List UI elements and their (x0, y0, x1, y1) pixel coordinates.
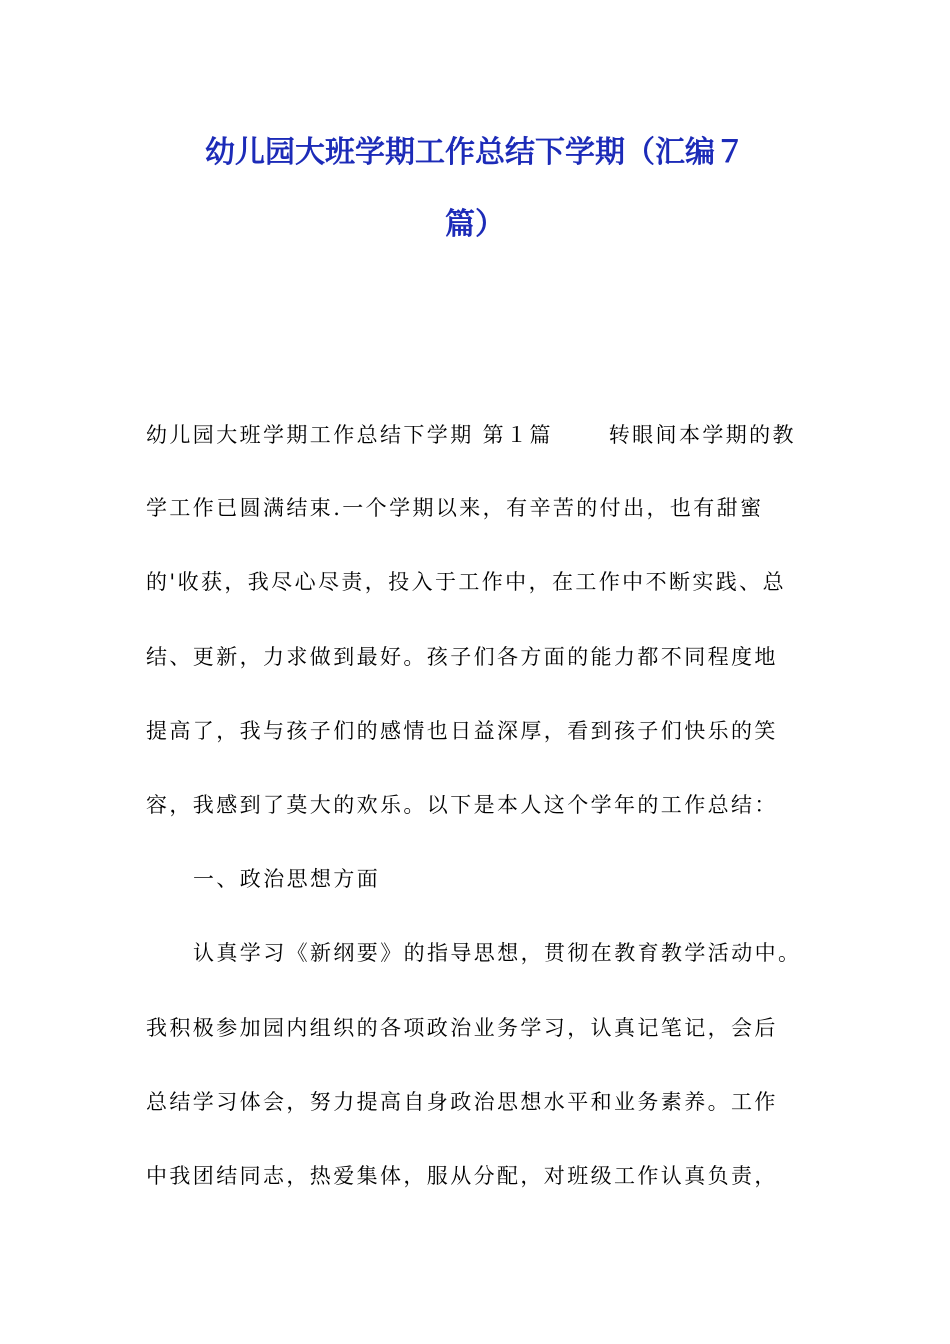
section-heading: 一、政治思想方面 (193, 867, 381, 891)
body-text-line: 认真学习《新纲要》的指导思想，贯彻在教育教学活动中。 (193, 941, 802, 965)
document-title-line-2: 篇） (445, 207, 505, 242)
body-text-line: 容，我感到了莫大的欢乐。以下是本人这个学年的工作总结： (146, 793, 778, 817)
body-text-line: 我积极参加园内组织的各项政治业务学习，认真记笔记，会后 (146, 1016, 778, 1040)
body-text-line: 中我团结同志，热爱集体，服从分配，对班级工作认真负责， (146, 1164, 778, 1188)
body-text-line: 的'收获，我尽心尽责，投入于工作中，在工作中不断实践、总 (146, 570, 786, 594)
body-text-line: 提高了，我与孩子们的感情也日益深厚，看到孩子们快乐的笑 (146, 719, 778, 743)
body-text-line: 结、更新，力求做到最好。孩子们各方面的能力都不同程度地 (146, 645, 778, 669)
body-text-line: 幼儿园大班学期工作总结下学期 第１篇 转眼间本学期的教 (146, 423, 796, 447)
body-text-line: 学工作已圆满结束.一个学期以来，有辛苦的付出，也有甜蜜 (146, 496, 764, 520)
document-title-line-1: 幼儿园大班学期工作总结下学期（汇编７ (205, 135, 745, 170)
body-text-line: 总结学习体会，努力提高自身政治思想水平和业务素养。工作 (146, 1090, 778, 1114)
